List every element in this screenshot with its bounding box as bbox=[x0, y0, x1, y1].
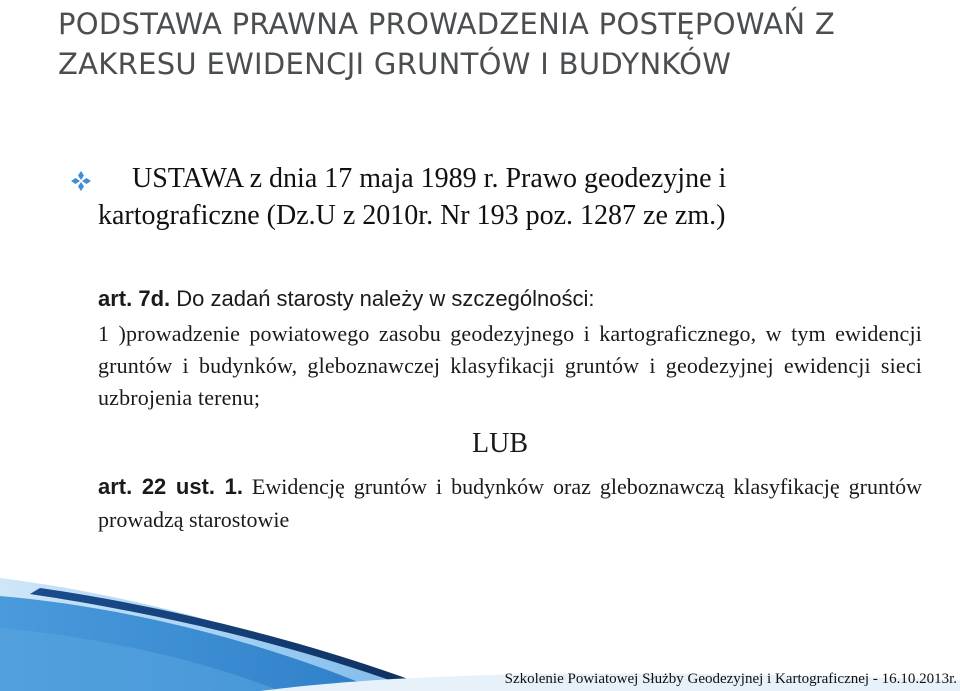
article-7d-label: art. 7d. bbox=[98, 286, 171, 311]
article-7d bbox=[98, 284, 922, 314]
article-22-text: Ewidencję gruntów i budynków oraz gleboznawczą klasyfikację gruntów prowadzą starostowie bbox=[98, 474, 922, 532]
statute-reference: USTAWA z dnia 17 maja 1989 r. Prawo geodezyjne i kartograficzne (Dz.U z 2010r. Nr 193 poz. 1287 ze zm.) bbox=[98, 163, 727, 231]
footer-text: Szkolenie Powiatowej Służby Geodezyjnej i Kartograficznej - 16.10.2013r. bbox=[504, 671, 957, 687]
article-22 bbox=[98, 470, 922, 536]
article-7d-text: Do zadań starosty należy w szczególności: bbox=[170, 286, 595, 311]
article-22-label: art. 22 ust. 1. bbox=[98, 474, 243, 499]
separator-lub: LUB bbox=[472, 428, 528, 459]
article-7d-point-1: 1 )prowadzenie powiatowego zasobu geodezyjnego i kartograficznego, w tym ewidencji gruntów i budynków, gleboznawczej klasyfikacji gruntów i geodezyjnej ewidencji sieci uzbrojenia terenu; bbox=[98, 321, 922, 410]
diamond-bullet-icon bbox=[70, 170, 92, 192]
slide-title: PODSTAWA PRAWNA PROWADZENIA POSTĘPOWAŃ Z ZAKRESU EWIDENCJI GRUNTÓW I BUDYNKÓW bbox=[58, 7, 836, 81]
